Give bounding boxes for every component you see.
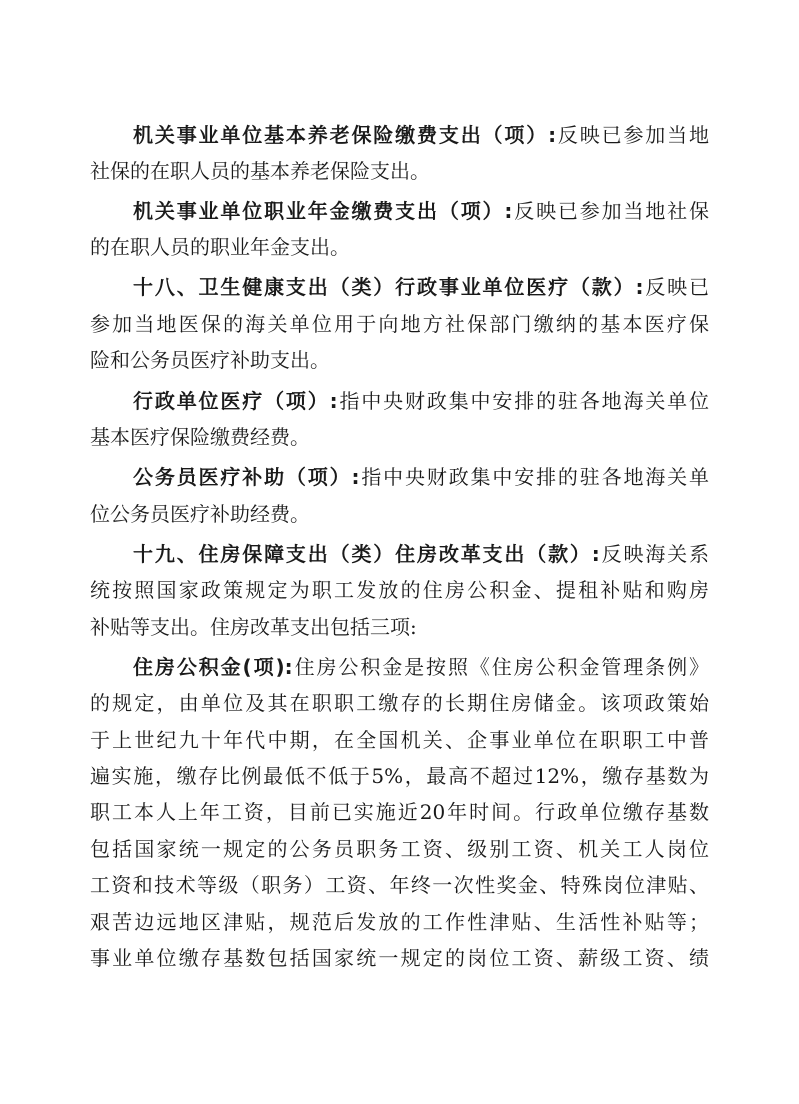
- paragraph-line: [90, 502, 709, 526]
- paragraph-line: [90, 873, 709, 897]
- paragraph-line: [133, 389, 709, 413]
- paragraph-heading: 十八、卫生健康支出（类）行政事业单位医疗（款）:: [133, 275, 644, 299]
- paragraph-line: [90, 691, 709, 715]
- paragraph-text: 包括国家统一规定的公务员职务工资、级别工资、机关工人岗位: [90, 837, 709, 861]
- paragraph-text: 工资和技术等级（职务）工资、年终一次性奖金、特殊岗位津贴、: [90, 873, 709, 897]
- paragraph-text: 艰苦边远地区津贴，规范后发放的工作性津贴、生活性补贴等；: [90, 910, 709, 934]
- paragraph-text: 指中央财政集中安排的驻各地海关单: [359, 465, 710, 489]
- paragraph-text: 基本医疗保险缴费经费。: [90, 425, 310, 449]
- paragraph-heading: 十九、住房保障支出（类）住房改革支出（款）:: [133, 542, 600, 566]
- paragraph-line: [90, 578, 709, 602]
- paragraph-text: 险和公务员医疗补助支出。: [90, 348, 330, 372]
- paragraph-text: 遍实施，缴存比例最低不低于5%，最高不超过12%，缴存基数为: [90, 764, 709, 788]
- paragraph-heading: 机关事业单位基本养老保险缴费支出（项）:: [133, 123, 557, 147]
- paragraph-line: [133, 542, 709, 566]
- paragraph-text: 补贴等支出。住房改革支出包括三项:: [90, 615, 417, 639]
- paragraph-line: [90, 615, 709, 639]
- paragraph-text: 反映已: [643, 275, 710, 299]
- paragraph-line: [133, 655, 709, 679]
- paragraph-line: [133, 465, 709, 489]
- paragraph-heading: 住房公积金(项):: [133, 655, 293, 679]
- paragraph-text: 指中央财政集中安排的驻各地海关单位: [337, 389, 710, 413]
- paragraph-text: 事业单位缴存基数包括国家统一规定的岗位工资、薪级工资、绩: [90, 946, 709, 970]
- paragraph-text: 的规定，由单位及其在职职工缴存的长期住房储金。该项政策始: [90, 691, 709, 715]
- paragraph-line: [90, 425, 709, 449]
- paragraph-line: [90, 946, 709, 970]
- paragraph-line: [90, 837, 709, 861]
- paragraph-heading: 公务员医疗补助（项）:: [133, 465, 360, 489]
- paragraph-text: 于上世纪九十年代中期，在全国机关、企事业单位在职职工中普: [90, 728, 709, 752]
- paragraph-text: 的在职人员的职业年金支出。: [90, 235, 350, 259]
- paragraph-text: 统按照国家政策规定为职工发放的住房公积金、提租补贴和购房: [90, 578, 709, 602]
- paragraph-text: 参加当地医保的海关单位用于向地方社保部门缴纳的基本医疗保: [90, 312, 709, 336]
- paragraph-text: 社保的在职人员的基本养老保险支出。: [90, 159, 430, 183]
- paragraph-heading: 行政单位医疗（项）:: [133, 389, 338, 413]
- paragraph-heading: 机关事业单位职业年金缴费支出（项）:: [133, 199, 513, 223]
- paragraph-line: [90, 312, 709, 336]
- paragraph-line: [90, 728, 709, 752]
- paragraph-text: 职工本人上年工资，目前已实施近20年时间。行政单位缴存基数: [90, 800, 709, 824]
- paragraph-line: [133, 123, 709, 147]
- paragraph-text: 位公务员医疗补助经费。: [90, 502, 310, 526]
- paragraph-line: [90, 764, 709, 788]
- paragraph-line: [90, 910, 709, 934]
- paragraph-line: [90, 348, 709, 372]
- paragraph-line: [133, 275, 709, 299]
- paragraph-text: 反映海关系: [599, 542, 710, 566]
- paragraph-text: 反映已参加当地: [556, 123, 710, 147]
- paragraph-line: [133, 199, 709, 223]
- paragraph-line: [90, 800, 709, 824]
- paragraph-line: [90, 159, 709, 183]
- paragraph-text: 反映已参加当地社保: [512, 199, 710, 223]
- paragraph-line: [90, 235, 709, 259]
- paragraph-text: 住房公积金是按照《住房公积金管理条例》: [292, 655, 710, 679]
